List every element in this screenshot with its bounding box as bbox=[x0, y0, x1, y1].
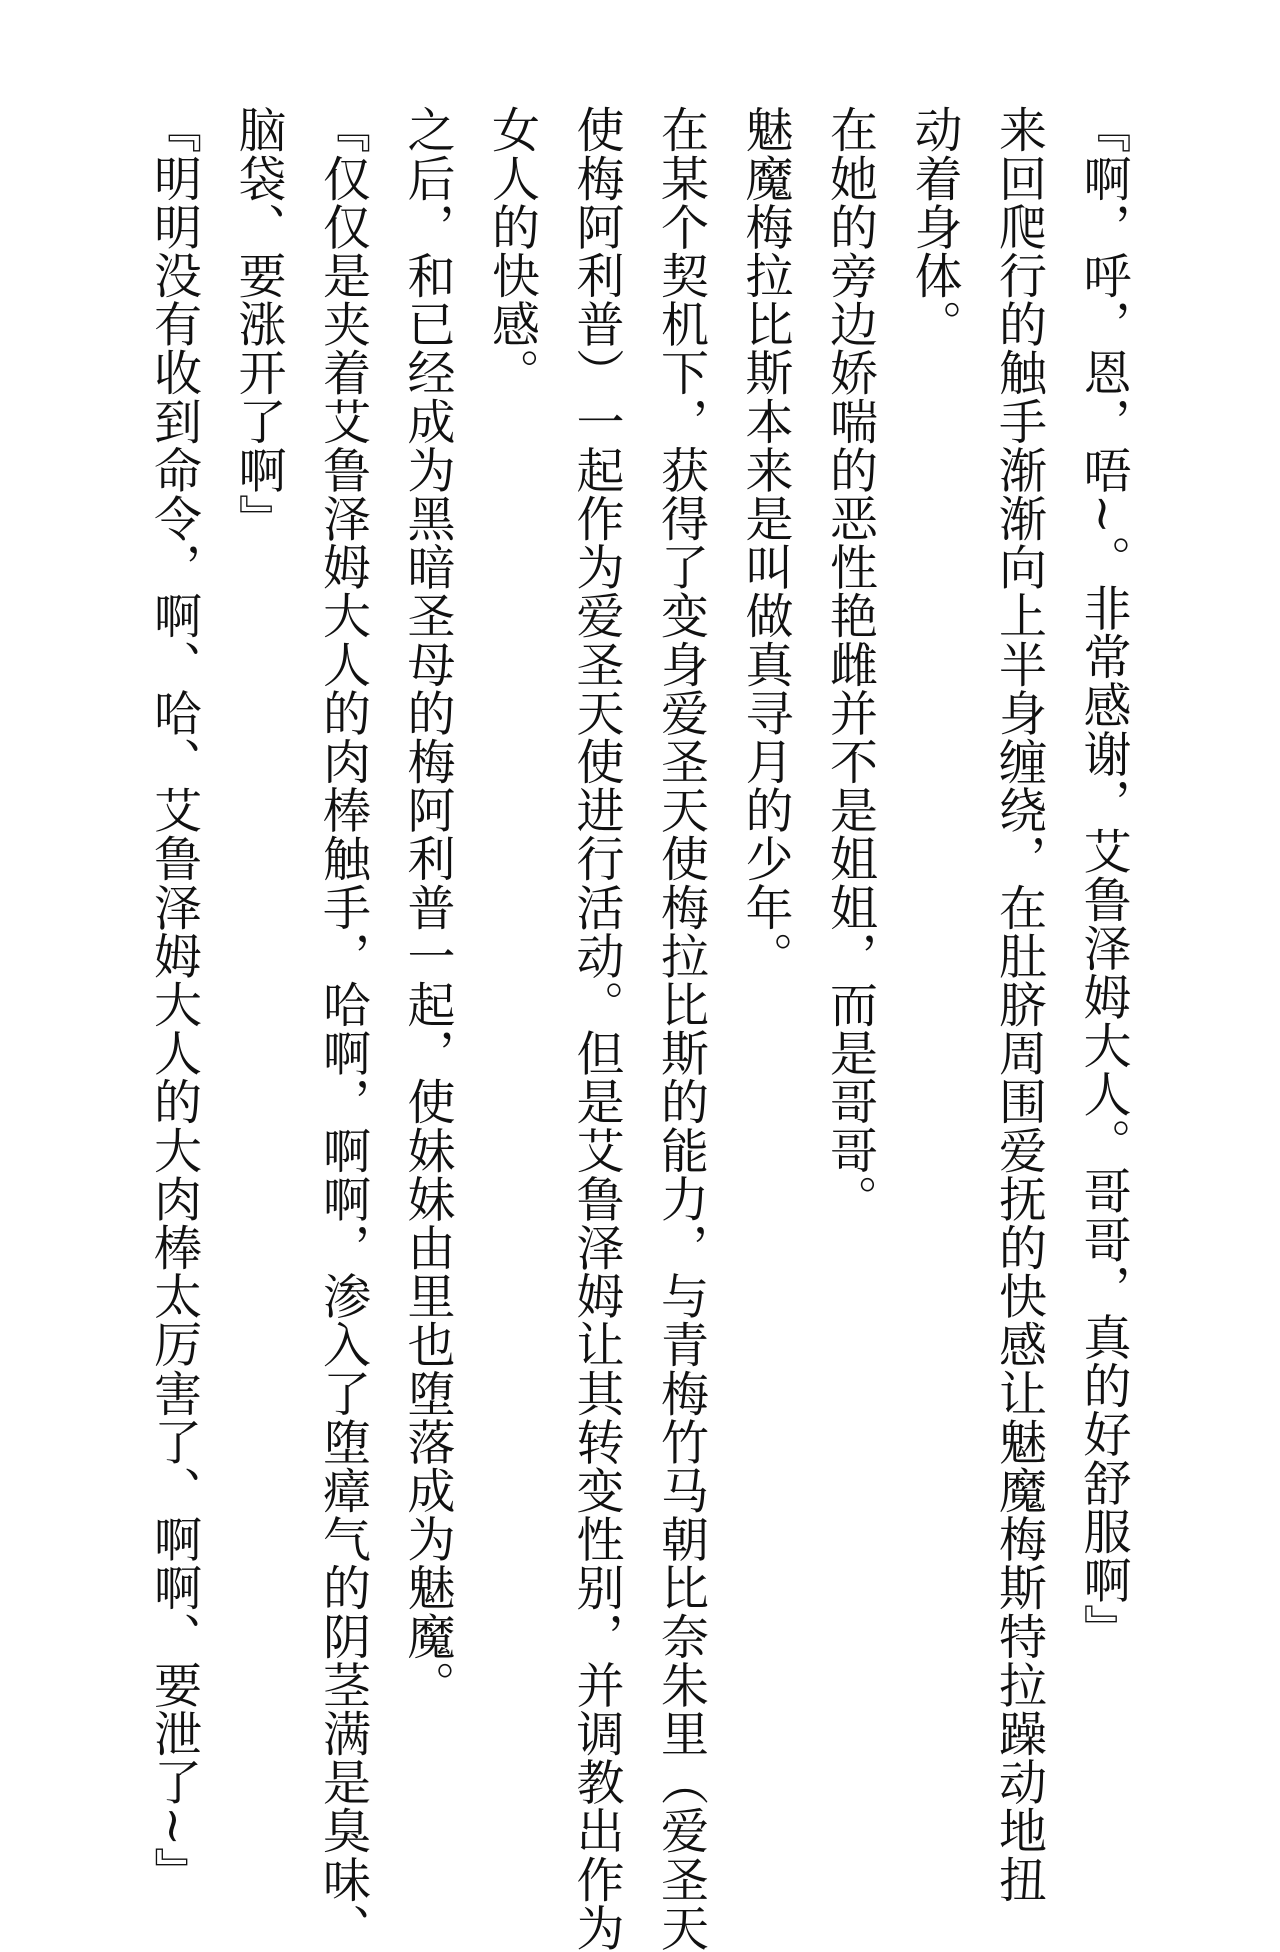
text-line-8: 女人的快感。 bbox=[483, 105, 540, 397]
text-line-3: 动着身体。 bbox=[906, 105, 962, 348]
text-line-6: 在某个契机下，获得了变身爱圣天使梅拉比斯的能力，与青梅竹马朝比奈朱里（爱圣天 bbox=[652, 105, 709, 1952]
text-line-7: 使梅阿利普）一起作为爱圣天使进行活动。但是艾鲁泽姆让其转变性别，并调教出作为 bbox=[568, 105, 624, 1952]
text-line-10: 『仅仅是夹着艾鲁泽姆大人的肉棒触手，哈啊，啊啊，渗入了堕瘴气的阴茎满是臭味、 bbox=[314, 105, 371, 1952]
text-line-11: 脑袋、要涨开了啊』 bbox=[230, 105, 286, 543]
text-line-1: 『啊，呼，恩，唔~。非常感谢，艾鲁泽姆大人。哥哥，真的好舒服啊』 bbox=[1075, 105, 1131, 1653]
text-line-9: 之后，和已经成为黑暗圣母的梅阿利普一起，使妹妹由里也堕落成为魅魔。 bbox=[399, 105, 455, 1709]
text-line-4: 在她的旁边娇喘的恶性艳雌并不是姐姐，而是哥哥。 bbox=[821, 105, 878, 1223]
text-line-2: 来回爬行的触手渐渐向上半身缠绕，在肚脐周围爱抚的快感让魅魔梅斯特拉躁动地扭 bbox=[990, 105, 1047, 1904]
text-line-12: 『明明没有收到命令，啊、哈、艾鲁泽姆大人的大肉棒太厉害了、啊啊、要泄了~』 bbox=[145, 105, 202, 1896]
vertical-text-block bbox=[131, 105, 1145, 1952]
text-line-5: 魅魔梅拉比斯本来是叫做真寻月的少年。 bbox=[737, 105, 793, 980]
